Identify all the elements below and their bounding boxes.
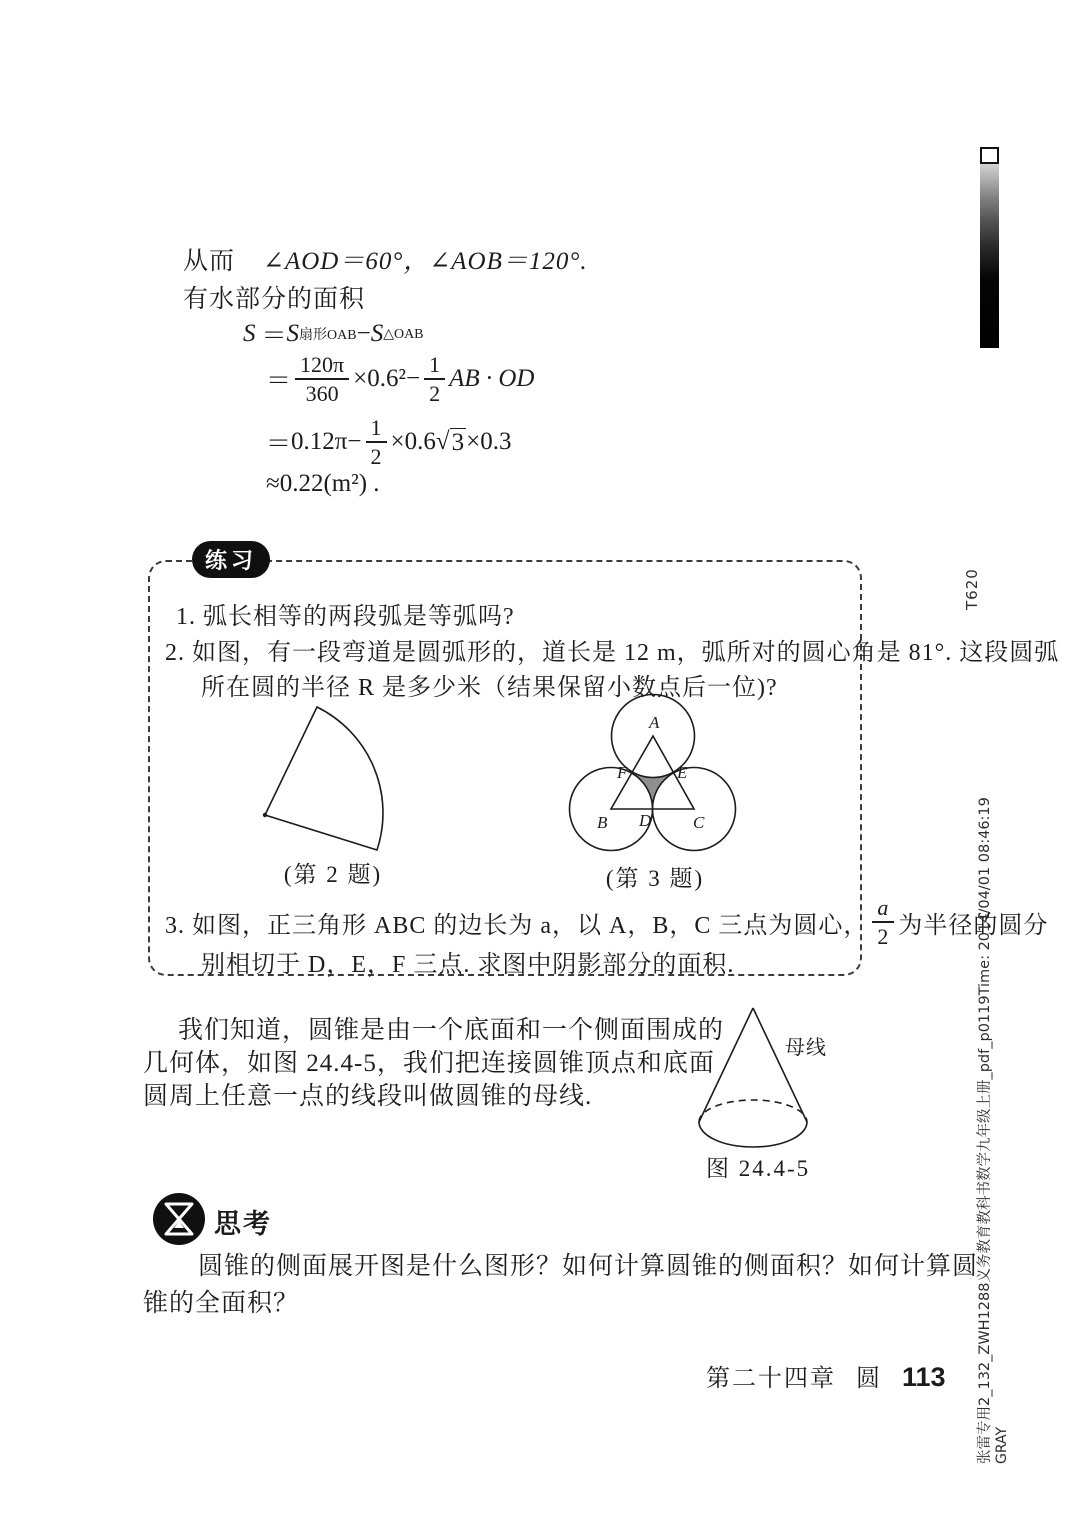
eq1-term1-subscript: 扇形OAB <box>299 328 357 343</box>
practice-item-3-line-2: 别相切于 D，E，F 三点. 求图中阴影部分的面积. <box>201 952 735 978</box>
think-heading: 思考 <box>214 1209 272 1239</box>
item3-fraction: $\frac{a}{2}$ <box>872 895 894 950</box>
cone-paragraph-line-3: 圆周上任意一点的线段叫做圆锥的母线. <box>143 1083 593 1110</box>
vertex-label-A: A <box>649 713 660 732</box>
eq3-sqrt-symbol: √ <box>435 428 450 456</box>
practice-item-1: 1. 弧长相等的两段弧是等弧吗? <box>176 604 515 630</box>
eq2-tail: AB · OD <box>449 365 535 393</box>
eq3-equals: ＝ <box>266 431 292 459</box>
item3-prefix: 3. 如图，正三角形 ABC 的边长为 a，以 A，B，C 三点为圆心， <box>165 912 869 939</box>
sector-figure-caption: (第 2 题) <box>283 862 383 887</box>
eq2-equals: ＝ <box>266 368 292 396</box>
sector-center-dot <box>263 813 267 817</box>
think-text-line-1: 圆锥的侧面展开图是什么图形？如何计算圆锥的侧面积？如何计算圆 <box>198 1253 979 1280</box>
eq2-middle: ×0.6²− <box>353 365 421 393</box>
eq1-minus: − <box>356 320 371 347</box>
calibration-bar <box>980 147 999 348</box>
solution-line-1-label: 从而 <box>183 248 236 275</box>
page-footer <box>706 1358 946 1393</box>
calibration-gradient <box>980 164 999 348</box>
vertex-label-B: B <box>597 813 608 832</box>
item3-suffix: 为半径的圆分 <box>898 912 1049 939</box>
equation-3 <box>266 415 511 470</box>
sector-figure-svg <box>235 695 465 863</box>
solution-line-2: 有水部分的面积 <box>183 286 366 313</box>
eq2-fraction-1: $\frac{120\pi}{360}$ <box>295 352 349 407</box>
tangent-circles-svg <box>555 688 755 863</box>
sector-figure <box>235 695 465 868</box>
cone-right-edge <box>753 1008 807 1122</box>
cone-left-edge <box>699 1008 753 1122</box>
practice-badge: 练习 <box>192 541 270 578</box>
eq3-middle: ×0.6 <box>390 428 436 456</box>
eq1-term1: S <box>286 320 300 347</box>
cone-figure-caption: 图 24.4-5 <box>706 1156 811 1181</box>
calibration-white-patch <box>980 147 999 164</box>
tangent-circles-caption: (第 3 题) <box>605 866 705 891</box>
footer-chapter: 第二十四章 <box>706 1366 836 1392</box>
equation-4: ≈0.22(m²) . <box>266 470 380 497</box>
eq3-head: 0.12π− <box>291 428 362 456</box>
watermark-text: 张雷专用2_132_ZWH1288义务教育教科书数学九年级上册_pdf_p0119Time: 2014/04/01 08:46:19 <box>977 797 993 1464</box>
footer-page-number: 113 <box>902 1362 946 1392</box>
cone-paragraph-line-2: 几何体，如图 24.4-5，我们把连接圆锥顶点和底面 <box>143 1050 715 1077</box>
eq1-lhs: S <box>243 320 256 347</box>
sector-shape <box>265 707 383 850</box>
point-label-D: D <box>639 811 652 830</box>
eq3-fraction: $\frac{1}{2}$ <box>366 415 387 470</box>
generatrix-label: 母线 <box>785 1037 827 1059</box>
eq3-tail: ×0.3 <box>466 428 512 456</box>
equation-1 <box>243 316 424 352</box>
eq1-term2-subscript: △OAB <box>383 326 424 342</box>
cone-paragraph-line-1: 我们知道，圆锥是由一个底面和一个侧面围成的 <box>178 1017 725 1044</box>
cone-base-front <box>699 1122 807 1147</box>
cone-figure <box>675 998 845 1163</box>
gray-label: GRAY <box>994 1426 1010 1464</box>
eq1-term2: S <box>370 320 384 347</box>
vertex-label-C: C <box>693 813 705 832</box>
solution-line-1 <box>183 247 588 277</box>
eq2-fraction-2: $\frac{1}{2}$ <box>424 352 445 407</box>
point-label-E: E <box>677 763 688 782</box>
margin-code: T620 <box>963 568 981 610</box>
hourglass-icon <box>152 1192 206 1251</box>
eq1-equals: ＝ <box>261 323 287 350</box>
practice-item-2-line-1: 2. 如图，有一段弯道是圆弧形的，道长是 12 m，弧所对的圆心角是 81°. 这段圆弧 <box>165 640 1060 666</box>
point-label-F: F <box>617 763 628 782</box>
cone-figure-svg <box>675 998 845 1158</box>
cone-base-back-dashed <box>699 1100 807 1122</box>
eq3-radicand: 3 <box>451 428 465 456</box>
tangent-circles-figure <box>555 688 755 868</box>
solution-line-1-math: ∠AOD＝60°，∠AOB＝120°. <box>263 248 588 275</box>
practice-item-3-line-1 <box>165 895 1048 950</box>
footer-subject: 圆 <box>856 1366 882 1392</box>
equation-2 <box>266 352 534 407</box>
practice-item-2-line-2: 所在圆的半径 R 是多少米（结果保留小数点后一位)? <box>201 675 778 701</box>
watermark-block <box>973 797 1010 1464</box>
think-text-line-2: 锥的全面积？ <box>143 1290 300 1317</box>
